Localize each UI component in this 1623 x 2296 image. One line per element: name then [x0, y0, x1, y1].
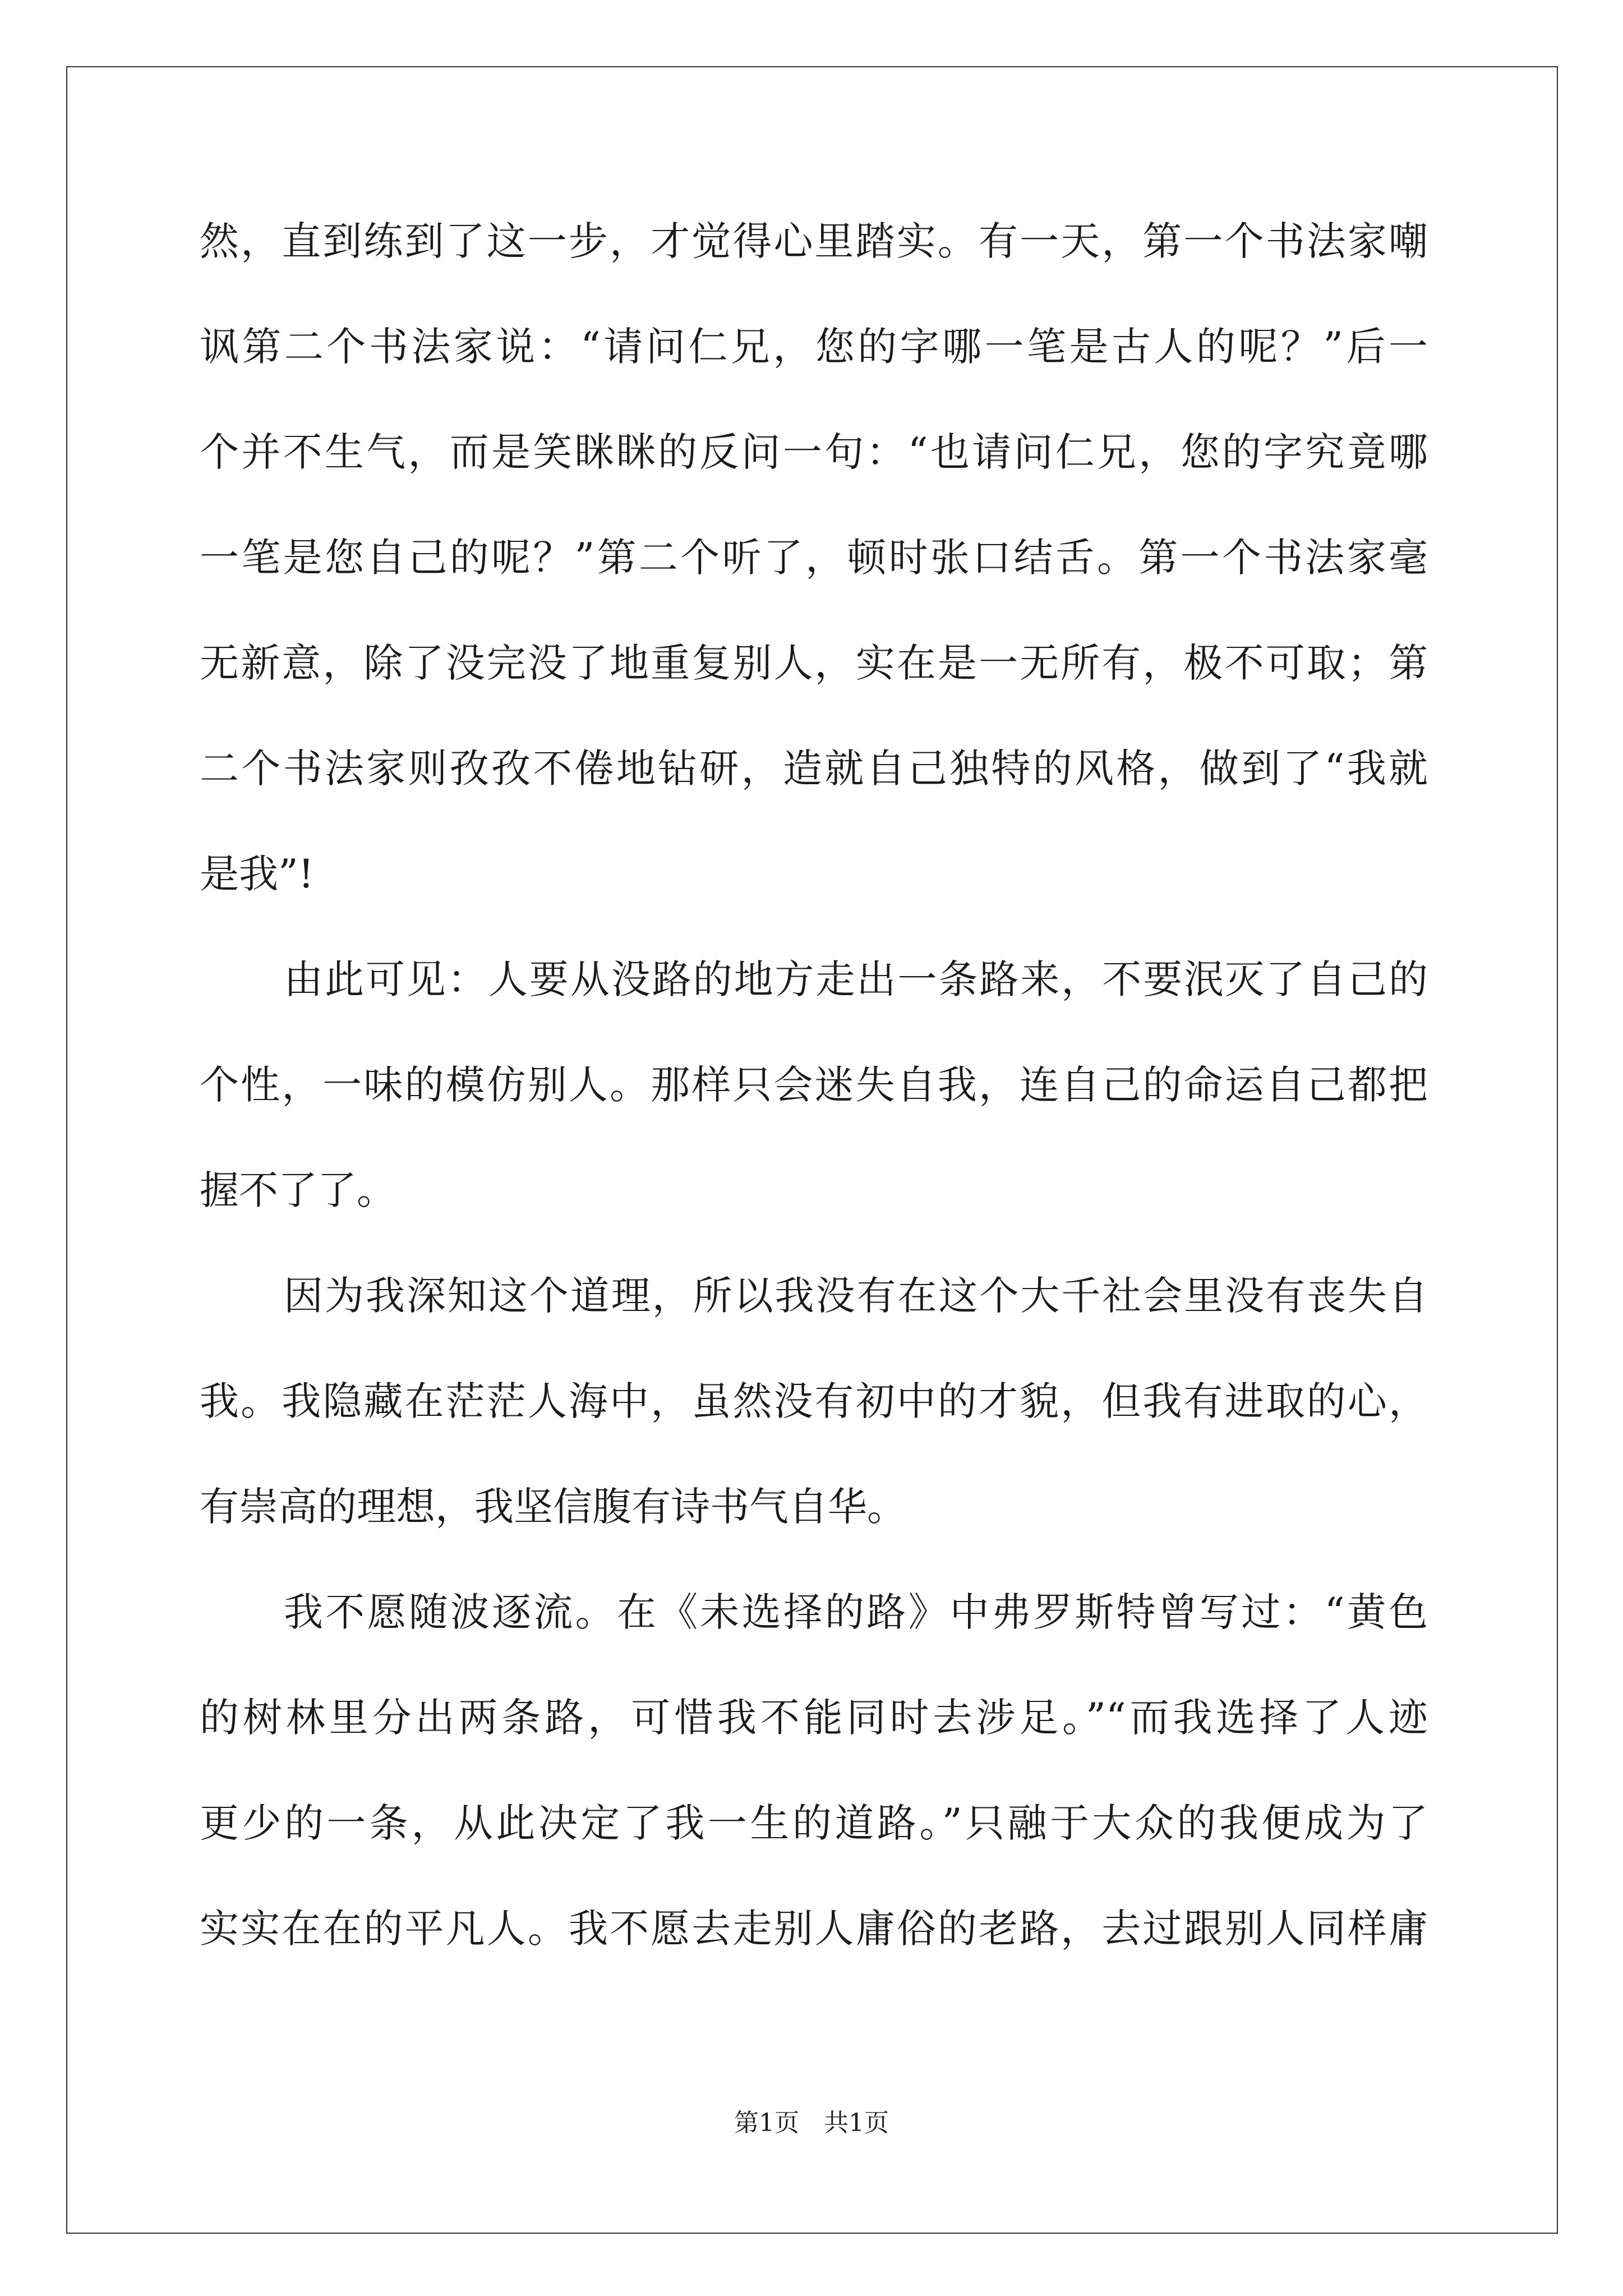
- paragraph-first-line: 因为我深知这个道理，所以我没有在这个大千社会里没有丧失自: [284, 1273, 1428, 1319]
- document-body: [200, 213, 1428, 2006]
- page-total: 共1页: [824, 2109, 889, 2137]
- paragraph-first-line: 我不愿随波逐流。在《未选择的路》中弗罗斯特曾写过：“黄色: [284, 1589, 1428, 1635]
- page-footer: [0, 2106, 1623, 2140]
- text-line: 实实在在的平凡人。我不愿去走别人庸俗的老路，去过跟别人同样庸: [200, 1906, 1428, 1952]
- page-number: 第1页: [734, 2109, 799, 2137]
- text-line: 无新意，除了没完没了地重复别人，实在是一无所有，极不可取；第: [200, 640, 1428, 686]
- text-line: 有崇高的理想，我坚信腹有诗书气自华。: [200, 1484, 906, 1530]
- text-line: 更少的一条，从此决定了我一生的道路。”只融于大众的我便成为了: [200, 1800, 1428, 1846]
- text-line: 然，直到练到了这一步，才觉得心里踏实。有一天，第一个书法家嘲: [200, 218, 1428, 264]
- text-line: 握不了了。: [200, 1167, 396, 1213]
- text-line: 个并不生气，而是笑眯眯的反问一句：“也请问仁兄，您的字究竟哪: [200, 429, 1428, 475]
- text-line: 一笔是您自己的呢？”第二个听了，顿时张口结舌。第一个书法家毫: [200, 535, 1428, 581]
- text-line: 讽第二个书法家说：“请问仁兄，您的字哪一笔是古人的呢？”后一: [200, 324, 1428, 370]
- paragraph-first-line: 由此可见：人要从没路的地方走出一条路来，不要泯灭了自己的: [284, 956, 1428, 1002]
- text-line: 的树林里分出两条路，可惜我不能同时去涉足。”“而我选择了人迹: [200, 1695, 1428, 1741]
- text-line: 我。我隐藏在茫茫人海中，虽然没有初中的才貌，但我有进取的心，: [200, 1378, 1428, 1424]
- text-line: 二个书法家则孜孜不倦地钻研，造就自己独特的风格，做到了“我就: [200, 746, 1428, 792]
- text-line: 是我”!: [200, 851, 314, 897]
- text-line: 个性，一味的模仿别人。那样只会迷失自我，连自己的命运自己都把: [200, 1062, 1428, 1108]
